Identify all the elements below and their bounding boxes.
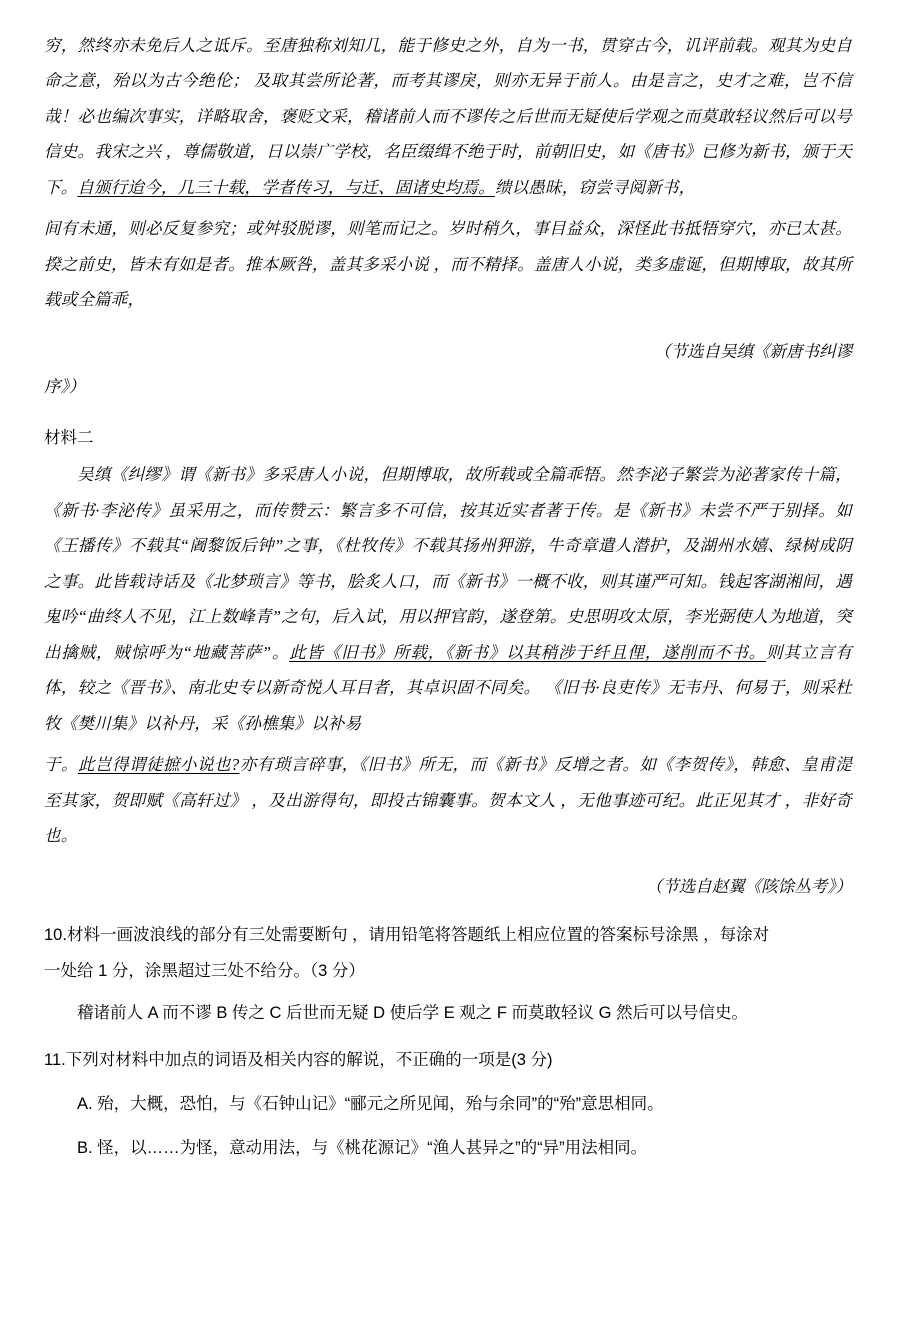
- question-11-text: 下列对材料中加点的词语及相关内容的解说，不正确的一项是(3 分): [65, 1051, 553, 1070]
- question-10-sentence: 稽诸前人 A 而不谬 B 传之 C 后世而无疑 D 使后学 E 观之 F 而莫敢轻议 G 然后可以号信史。: [77, 1003, 749, 1022]
- material-one-paragraph-1: [44, 28, 852, 205]
- material-two-paragraph-1-head: 吴缜《纠缪》谓《新书》多采唐人小说，但期博取，故所载或全篇乖牾。然李泌子繁尝为泌著家传十篇，《新书·李泌传》虽采用之，而传赞云：繁言多不可信，按其近实者著于传。是《新书》未尝不严于别择。如《王播传》不载其“阇黎饭后钟”之事，《杜牧传》不载其扬州狎游，牛奇章遣人潜护，及湖州水嬉、绿树成阴之事。此皆载诗话及《北梦琐言》等书，脍炙人口，而《新书》一概不收，则其谨严可知。钱起客湖湘间，遇鬼吟“曲终人不见，江上数峰青”之句，后入试，用以押官韵，遂登第。史思明攻太原，李光弼使人为地道，突出擒贼，贼惊呼为“地藏菩萨”。: [44, 465, 852, 662]
- question-11: [44, 1044, 852, 1078]
- material-one-underlined-run: 自颁行迨今，几三十载，学者传习，与迁、固诸史均焉。: [77, 177, 495, 197]
- question-11-option-a: A. 殆，大概，恐怕，与《石钟山记》“郦元之所见闻，殆与余同”的“殆”意思相同。: [77, 1095, 664, 1114]
- material-two-underlined-run: 此皆《旧书》所载，《新书》以其稍涉于纤且俚，遂削而不书。: [289, 642, 766, 662]
- material-two-paragraph-1: [44, 457, 852, 741]
- material-two-paragraph-2: [44, 747, 852, 853]
- material-one-source-line-2: 序》）: [44, 377, 86, 397]
- material-two-paragraph-2-tail: 亦有琐言碎事，《旧书》所无，而《新书》反增之者。如《李贺传》，韩愈、皇甫湜至其家，贺即赋《高轩过》 ，及出游得句，即投古锦囊事。贺本文人 ，无他事迹可纪。此正见其才 ，非好奇也。: [44, 755, 853, 846]
- question-10: [44, 919, 852, 953]
- question-11-number: 11.: [44, 1051, 66, 1070]
- material-two-source: （节选自赵翼《陔馀丛考》）: [645, 877, 852, 897]
- material-two-paragraph-1-tail: 则其立言有体，较之《晋书》、南北史专以新奇悦人耳目者，其卓识固不同矣。 《旧书·良吏传》无韦丹、何易于，则采杜牧《樊川集》以补丹，采《孙樵集》以补易: [44, 642, 852, 733]
- material-one-source: [44, 334, 852, 405]
- material-one-paragraph-1-text: 穷，然终亦未免后人之诋斥。至唐独称刘知几，能于修史之外，自为一书，贯穿古今，讥评前载。观其为史自命之意，殆以为古今绝伦； 及取其尝所论著，而考其谬戾，则亦无异于前人。由是言之，史才之难，岂不信哉！必也编次事实，详略取舍，褒贬文采，稽诸前人而不谬传之后世而无疑使后学观之而莫敢轻议然后可以号信史。我宋之兴 ，尊儒敬道，日以崇广学校，名臣缀缉不绝于时，前朝旧史，如《唐书》已修为新书，颁于天下。: [44, 36, 852, 197]
- spacer: [44, 324, 852, 334]
- material-one-paragraph-2: 间有未通，则必反复参究；或舛驳脱谬，则笔而记之。岁时稍久，事目益众，深怪此书抵牾穿穴，亦已太甚。揆之前史，皆未有如是者。推本厥咎，盖其多采小说 ，而不精择。盖唐人小说，类多虚诞，但期博取，故其所载或全篇乖，: [44, 219, 852, 310]
- question-10-text: 材料一画波浪线的部分有三处需要断句 ，请用铅笔将答题纸上相应位置的答案标号涂黑 ，每涂对: [66, 925, 770, 944]
- spacer: [44, 859, 852, 869]
- material-one-after-underline: 缋以愚昧，窃尝寻阅新书，: [494, 177, 696, 197]
- material-one-source-line-1: （节选自吴缜《新唐书纠谬: [654, 341, 852, 361]
- material-two-label: 材料二: [44, 428, 94, 447]
- question-10-text-line-2: 一处给 1 分，涂黑超过三处不给分。（3 分）: [44, 961, 365, 980]
- material-two-paragraph-2-underlined: 此岂得谓徒摭小说也?: [78, 755, 240, 775]
- question-10-number: 10.: [44, 925, 67, 944]
- question-11-option-b: B. 怪，以……为怪，意动用法，与《桃花源记》“渔人甚异之”的“异”用法相同。: [77, 1139, 648, 1158]
- material-two-paragraph-2-head: 于。: [44, 755, 79, 775]
